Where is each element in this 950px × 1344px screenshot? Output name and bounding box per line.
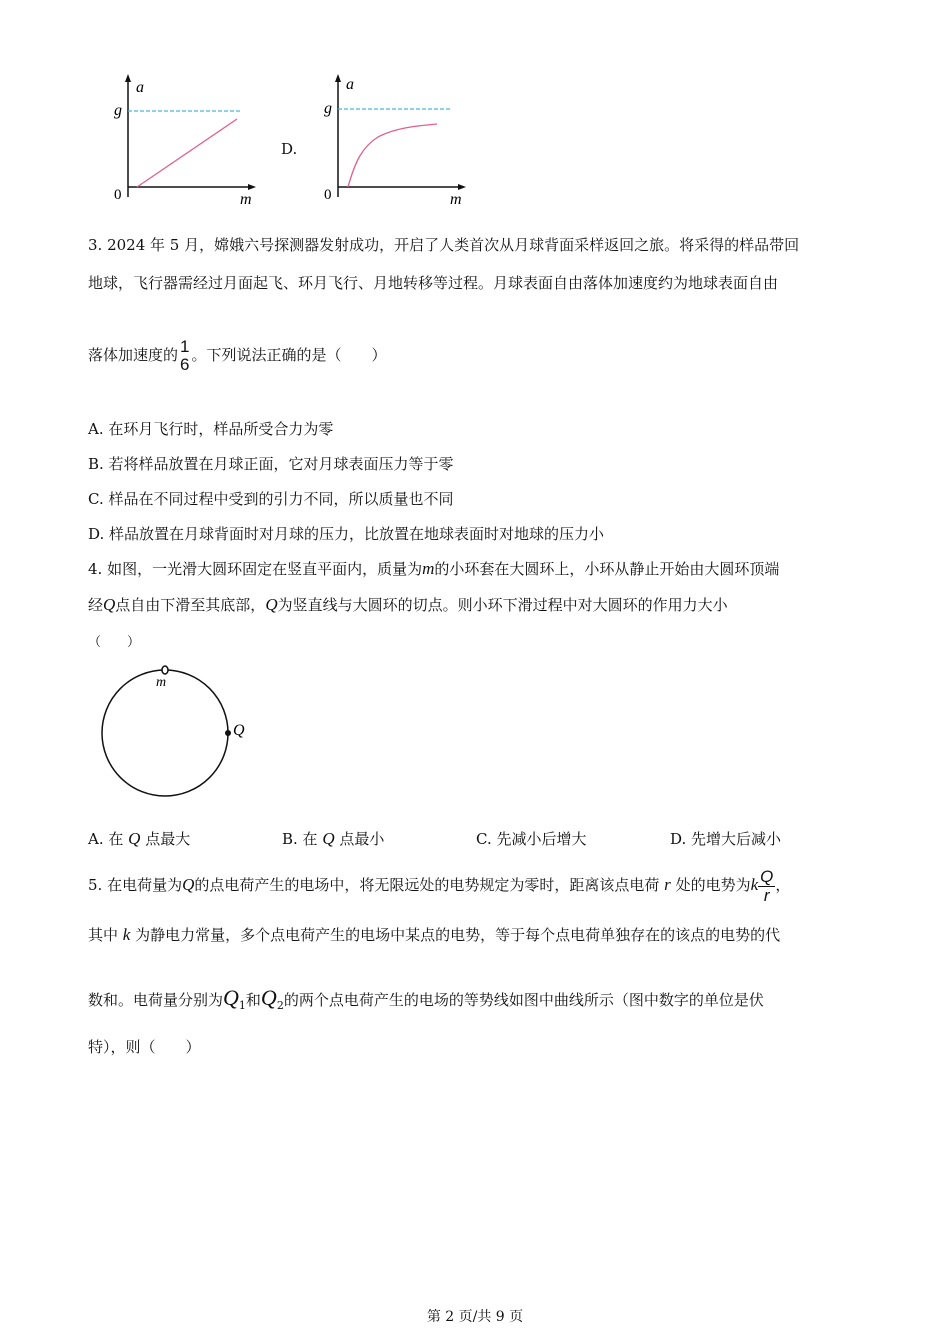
- g-label: g: [324, 100, 332, 117]
- fraction-q-over-r: [758, 868, 775, 905]
- var-q: Q: [128, 829, 141, 848]
- y-axis-label: a: [346, 76, 354, 93]
- denominator: r: [763, 885, 770, 905]
- var-r: r: [664, 875, 671, 894]
- q3-option-a: A. 在环月飞行时，样品所受合力为零: [88, 420, 334, 438]
- small-ring: [162, 666, 168, 674]
- var-q: Q: [265, 595, 278, 614]
- subscript: 2: [276, 999, 284, 1012]
- q5-text: 和: [245, 991, 261, 1009]
- q5-text: 的点电荷产生的电场中，将无限远处的电势规定为零时，距离该点电荷: [194, 876, 660, 894]
- q4-line-3: （ ）: [88, 635, 141, 650]
- q5-text: 为静电力常量，多个点电荷产生的电场中某点的电势，等于每个点电荷单独存在的该点的电势的代: [135, 926, 781, 944]
- option-d-label: D.: [281, 140, 298, 158]
- var-q: Q: [182, 875, 195, 894]
- q3-text: 。下列说法正确的是（ ）: [191, 346, 387, 364]
- numerator: Q: [760, 866, 774, 886]
- option-text: 点最小: [339, 830, 385, 848]
- y-axis-label: a: [136, 79, 144, 96]
- q4-option-d: D. 先增大后减小: [670, 830, 782, 848]
- q5-text: 其中: [88, 926, 119, 944]
- var-k: k: [750, 875, 759, 894]
- q5-text: ，: [775, 876, 791, 894]
- var-q: Q: [322, 829, 335, 848]
- graph-option-c: [100, 72, 270, 212]
- graph-option-d: [310, 72, 480, 212]
- q4-text: 4. 如图，一光滑大圆环固定在竖直平面内，质量为: [88, 560, 423, 578]
- fraction-one-sixth: [178, 338, 191, 374]
- origin-label: 0: [324, 187, 332, 203]
- q4-option-c: C. 先减小后增大: [476, 830, 587, 848]
- var-q2: Q: [260, 985, 277, 1010]
- denominator: 6: [180, 355, 190, 374]
- point-q: [225, 730, 231, 736]
- q3-text: 落体加速度的: [88, 346, 179, 364]
- q5-text: 处的电势为: [675, 876, 751, 894]
- ring-figure: [95, 660, 255, 805]
- q3-option-c: C. 样品在不同过程中受到的引力不同，所以质量也不同: [88, 490, 454, 508]
- option-text: B. 在: [282, 830, 318, 848]
- page-footer: 第 2 页/共 9 页: [426, 1309, 524, 1325]
- x-axis-label: m: [240, 191, 252, 208]
- q4-text: 经: [88, 596, 104, 614]
- var-q: Q: [103, 595, 116, 614]
- g-label: g: [114, 102, 122, 119]
- origin-label: 0: [114, 187, 122, 203]
- q-label: Q: [233, 722, 245, 739]
- q5-line-3: [88, 980, 764, 1024]
- var-k: k: [122, 925, 131, 944]
- q3-line-1: 3. 2024 年 5 月，嫦娥六号探测器发射成功，开启了人类首次从月球背面采样返回之旅。将采得的样品带回: [88, 236, 800, 254]
- numerator: 1: [180, 337, 190, 356]
- q3-option-b: B. 若将样品放置在月球正面，它对月球表面压力等于零: [88, 455, 454, 473]
- q4-text: 的小环套在大圆环上，小环从静止开始由大圆环顶端: [434, 560, 780, 578]
- q4-option-a: [88, 828, 190, 849]
- var-m: m: [422, 559, 435, 578]
- q3-option-d: D. 样品放置在月球背面时对月球的压力，比放置在地球表面时对地球的压力小: [88, 525, 605, 543]
- q5-text: 的两个点电荷产生的电场的等势线如图中曲线所示（图中数字的单位是伏: [283, 991, 764, 1009]
- q3-line-2: 地球，飞行器需经过月面起飞、环月飞行、月地转移等过程。月球表面自由落体加速度约为地球表面自由: [88, 274, 779, 292]
- q4-text: 点自由下滑至其底部，: [115, 596, 266, 614]
- q3-line-3: [88, 335, 387, 375]
- q5-line-1: [88, 866, 790, 905]
- q5-line-2: [88, 925, 780, 945]
- subscript: 1: [238, 999, 246, 1012]
- q5-text: 数和。电荷量分别为: [88, 991, 224, 1009]
- q4-text: 为竖直线与大圆环的切点。则小环下滑过程中对大圆环的作用力大小: [277, 596, 728, 614]
- q5-line-4: 特），则（ ）: [88, 1038, 201, 1056]
- var-q1: Q: [223, 985, 239, 1010]
- option-text: A. 在: [88, 830, 124, 848]
- x-axis-label: m: [450, 191, 462, 208]
- option-text: 点最大: [145, 830, 191, 848]
- q4-line-2: [88, 595, 728, 615]
- q4-option-b: [282, 828, 384, 849]
- m-label: m: [156, 675, 167, 690]
- q4-line-1: [88, 559, 779, 579]
- q5-text: 5. 在电荷量为: [88, 876, 183, 894]
